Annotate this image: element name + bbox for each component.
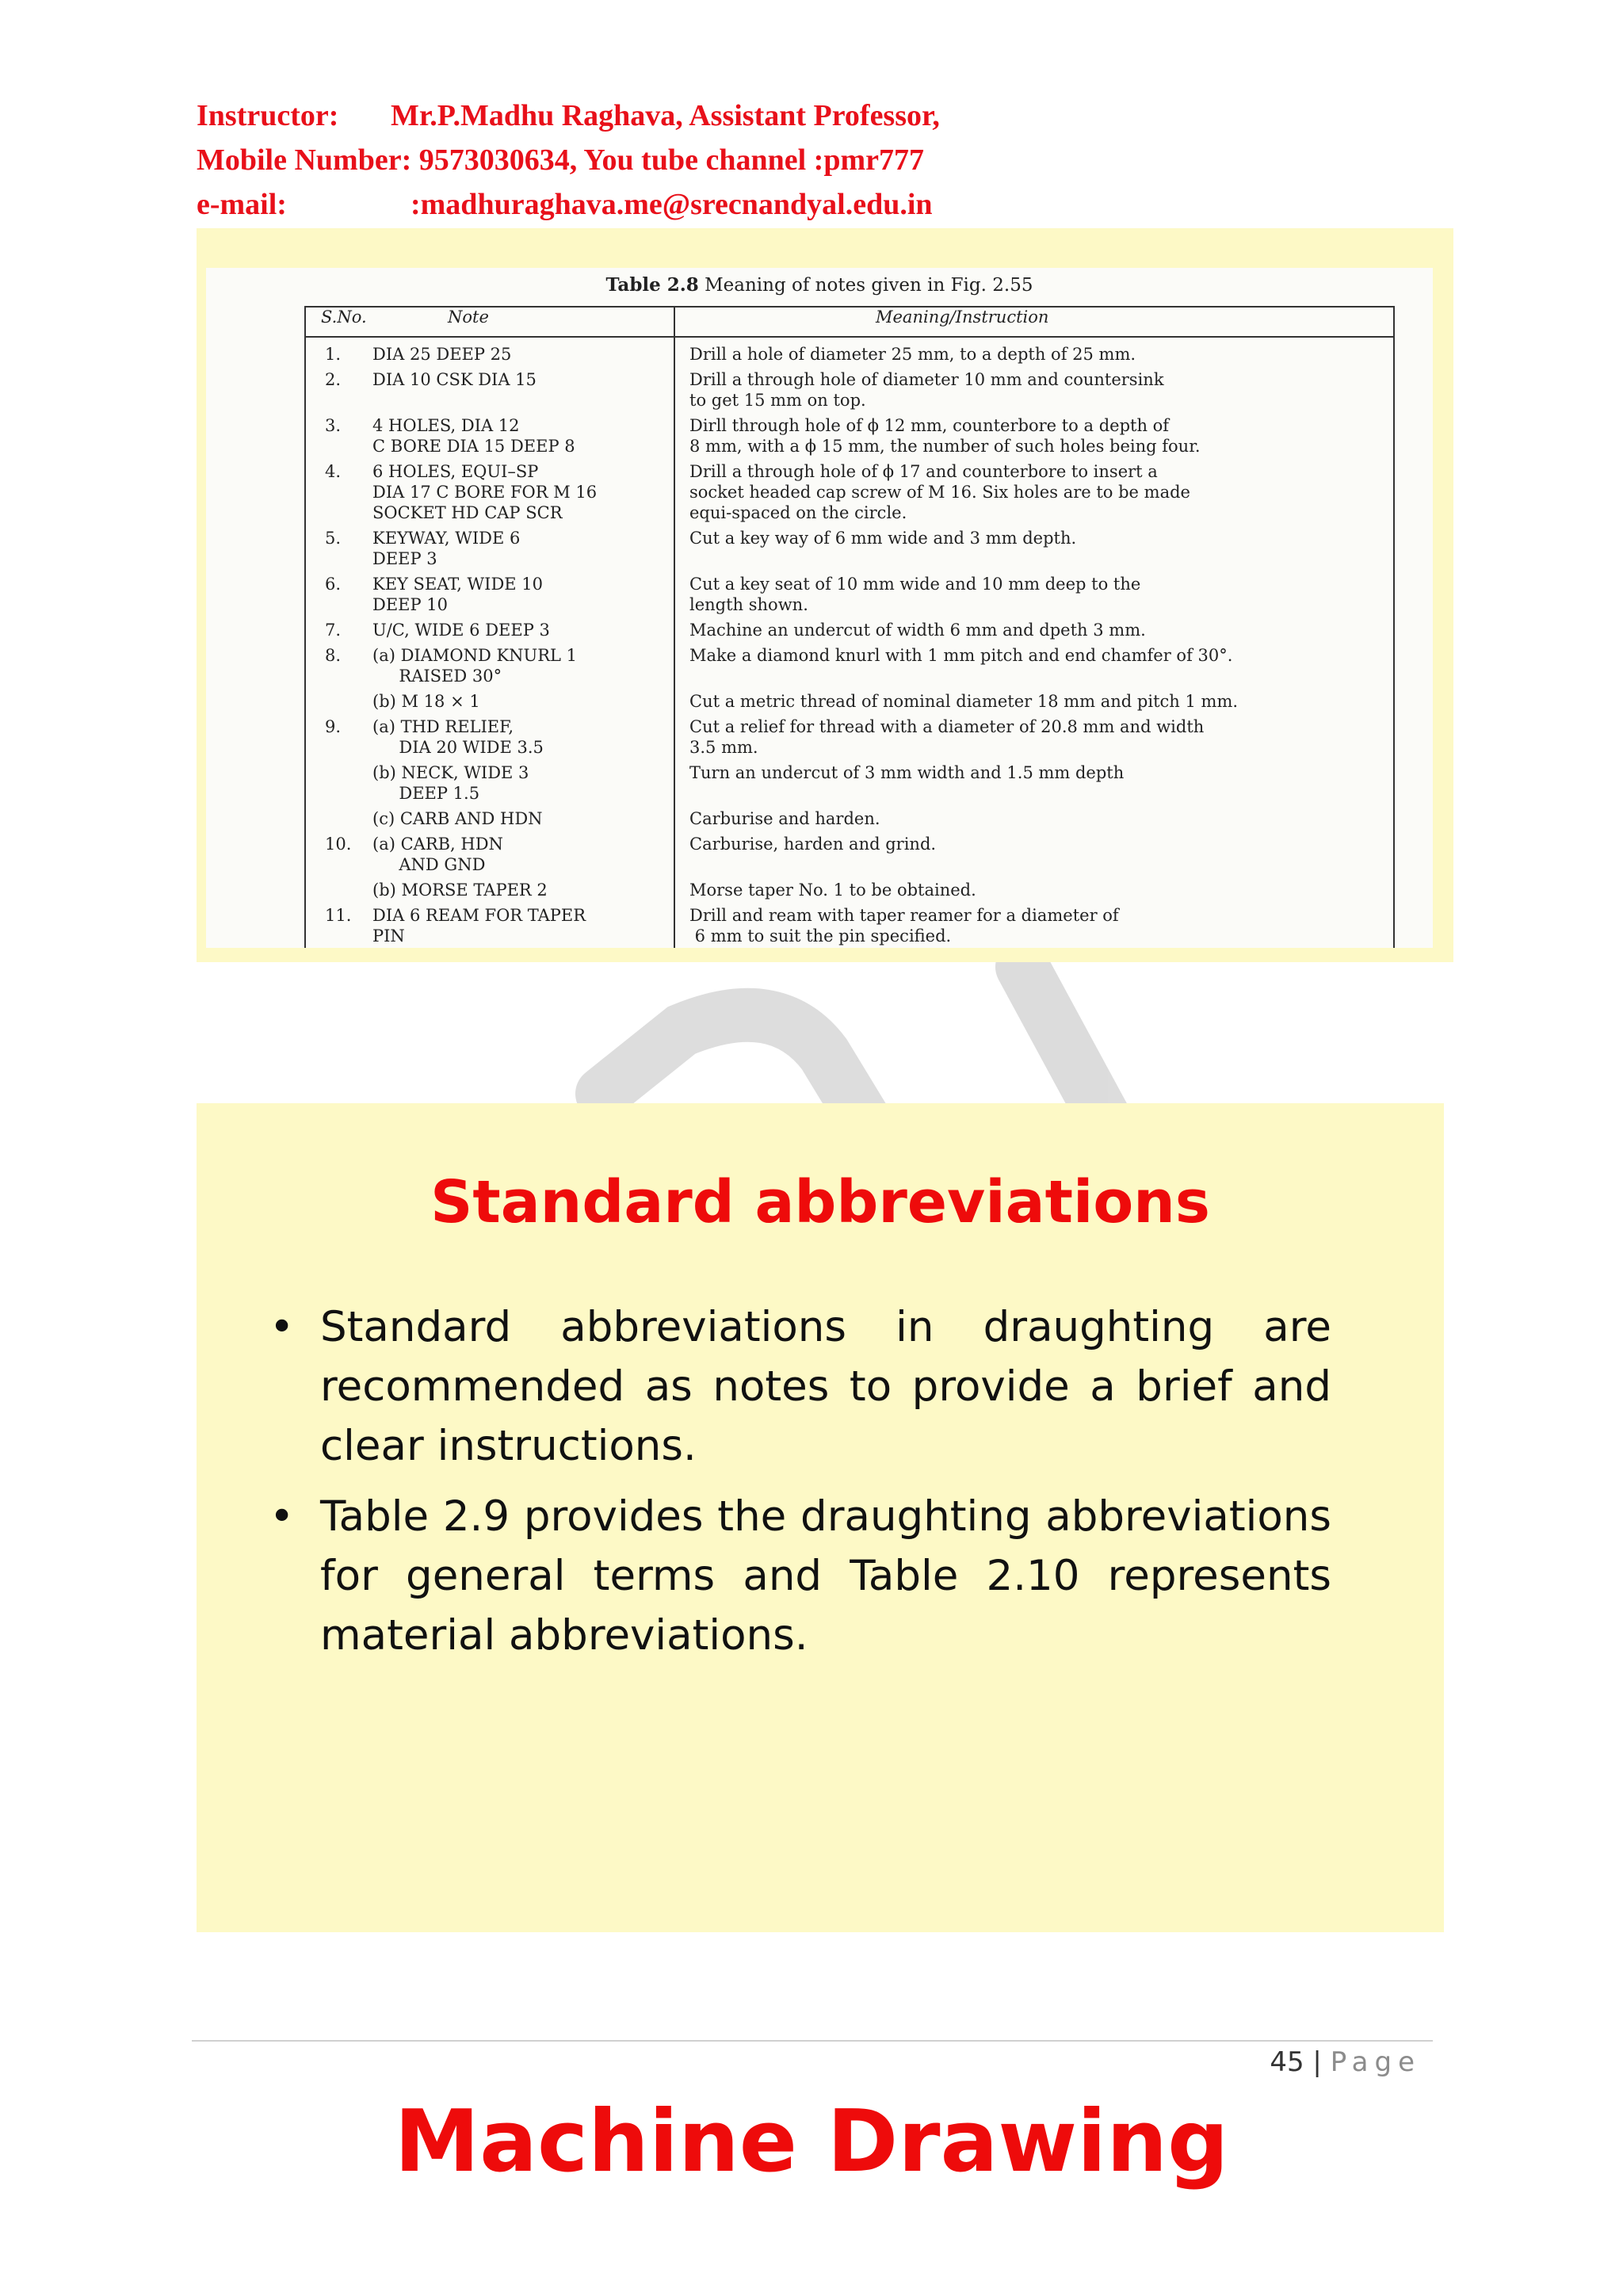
- row-number: 3.: [325, 416, 342, 435]
- abbreviations-list: [269, 1297, 1331, 1676]
- col-sno-header: S.No.: [321, 308, 367, 327]
- page-number: 45 | Page: [1270, 2046, 1421, 2078]
- instructor-label: Instructor:: [197, 99, 339, 132]
- col-meaning-header: Meaning/Instruction: [876, 308, 1049, 327]
- row-number: 8.: [325, 646, 342, 665]
- row-meaning: Carburise, harden and grind.: [689, 835, 937, 854]
- row-number: 10.: [325, 835, 352, 854]
- mobile-line: Mobile Number: 9573030634, You tube channel :pmr777: [197, 143, 924, 177]
- row-note: (c) CARB AND HDN: [372, 809, 543, 828]
- row-number: 11.: [325, 906, 352, 925]
- row-meaning: Drill a hole of diameter 25 mm, to a depth of 25 mm.: [689, 345, 1136, 364]
- table-caption-number: Table 2.8: [605, 274, 699, 296]
- row-note: U/C, WIDE 6 DEEP 3: [372, 621, 550, 640]
- row-note: (a) CARB, HDN AND GND: [372, 835, 503, 874]
- row-number: 2.: [325, 370, 342, 389]
- row-meaning: Dirll through hole of ϕ 12 mm, counterbore to a depth of 8 mm, with a ϕ 15 mm, the number of such holes being four.: [689, 416, 1201, 456]
- row-meaning: Drill a through hole of diameter 10 mm and countersink to get 15 mm on top.: [689, 370, 1164, 410]
- row-note: (a) THD RELIEF, DIA 20 WIDE 3.5: [372, 717, 544, 757]
- row-meaning: Cut a key way of 6 mm wide and 3 mm depth.: [689, 529, 1077, 548]
- row-meaning: Drill a through hole of ϕ 17 and counterbore to insert a socket headed cap screw of M 16. Six holes are to be made equi-spaced on the circle.: [689, 462, 1190, 522]
- instructor-value: Mr.P.Madhu Raghava, Assistant Professor,: [391, 99, 940, 132]
- row-note: DIA 10 CSK DIA 15: [372, 370, 537, 389]
- row-note: (b) NECK, WIDE 3 DEEP 1.5: [372, 763, 529, 803]
- email-value: :madhuraghava.me@srecnandyal.edu.in: [411, 188, 933, 221]
- footer-divider: [192, 2040, 1433, 2042]
- list-item: • Standard abbreviations in draughting are recommended as notes to provide a brief and clear instructions.: [269, 1303, 1331, 1470]
- abbreviations-title: Standard abbreviations: [430, 1168, 1210, 1236]
- notes-table: [206, 268, 1433, 948]
- row-note: DIA 6 REAM FOR TAPER PIN: [372, 906, 586, 946]
- row-meaning: Cut a relief for thread with a diameter of 20.8 mm and width 3.5 mm.: [689, 717, 1205, 757]
- row-meaning: Make a diamond knurl with 1 mm pitch and end chamfer of 30°.: [689, 646, 1233, 665]
- table-caption-text: Meaning of notes given in Fig. 2.55: [698, 275, 1033, 296]
- row-meaning: Drill and ream with taper reamer for a diameter of 6 mm to suit the pin specified.: [689, 906, 1119, 946]
- row-number: 5.: [325, 529, 342, 548]
- row-meaning: Carburise and harden.: [689, 809, 880, 828]
- row-meaning: Machine an undercut of width 6 mm and dpeth 3 mm.: [689, 621, 1146, 640]
- table-caption: [206, 274, 1433, 296]
- instructor-header: [197, 94, 940, 227]
- row-number: 1.: [325, 345, 342, 364]
- email-label: e-mail:: [197, 188, 287, 221]
- row-number: 6.: [325, 575, 342, 594]
- row-note: (a) DIAMOND KNURL 1 RAISED 30°: [372, 646, 578, 686]
- row-note: 4 HOLES, DIA 12 C BORE DIA 15 DEEP 8: [372, 416, 575, 456]
- row-note: DIA 25 DEEP 25: [372, 345, 512, 364]
- row-meaning: Cut a metric thread of nominal diameter 18 mm and pitch 1 mm.: [689, 692, 1239, 711]
- list-item: • Table 2.9 provides the draughting abbreviations for general terms and Table 2.10 represents material abbreviations.: [269, 1492, 1331, 1660]
- col-note-header: Note: [448, 308, 489, 327]
- row-note: KEY SEAT, WIDE 10 DEEP 10: [372, 575, 544, 614]
- row-number: 4.: [325, 462, 342, 481]
- abbreviations-panel: [197, 1103, 1444, 1932]
- row-meaning: Cut a key seat of 10 mm wide and 10 mm deep to the length shown.: [689, 575, 1141, 614]
- row-number: 7.: [325, 621, 342, 640]
- row-note: (b) M 18 × 1: [372, 692, 480, 711]
- row-meaning: Morse taper No. 1 to be obtained.: [689, 881, 976, 900]
- row-note: 6 HOLES, EQUI–SP DIA 17 C BORE FOR M 16 SOCKET HD CAP SCR: [372, 462, 598, 522]
- row-note: (b) MORSE TAPER 2: [372, 881, 548, 900]
- row-note: KEYWAY, WIDE 6 DEEP 3: [372, 529, 521, 568]
- row-meaning: Turn an undercut of 3 mm width and 1.5 mm depth: [689, 763, 1125, 782]
- row-number: 9.: [325, 717, 342, 736]
- footer-title: Machine Drawing: [394, 2092, 1229, 2191]
